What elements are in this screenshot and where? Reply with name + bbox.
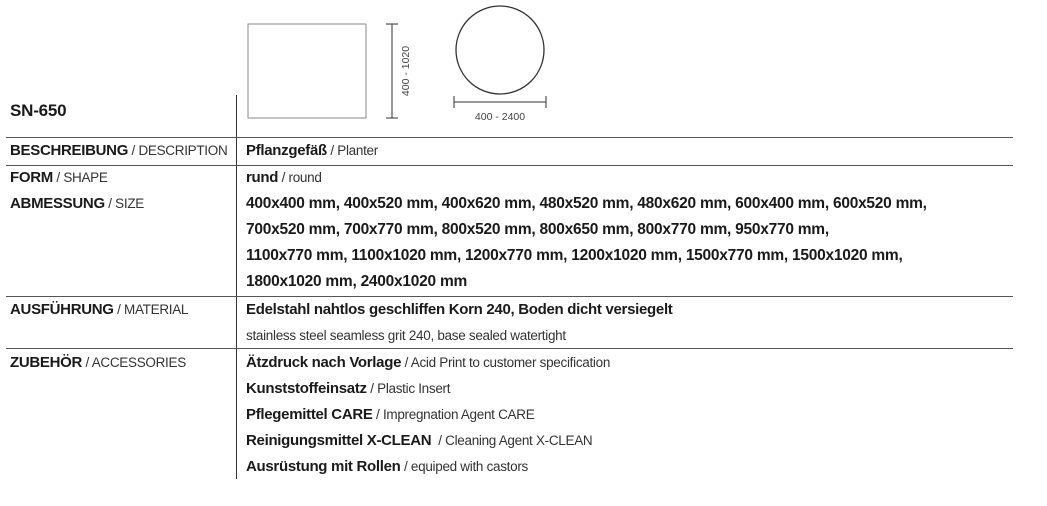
size-line: 1100x770 mm, 1100x1020 mm, 1200x770 mm, 1200x1020 mm, 1500x770 mm, 1500x1020 mm, [246,247,903,264]
material-value [246,297,1036,349]
description-label: BESCHREIBUNG / DESCRIPTION [10,142,228,159]
technical-drawing [0,0,1047,140]
accessories-list [246,350,1036,480]
model-number: SN-650 [10,101,67,120]
diameter-label: 400 - 2400 [474,111,526,123]
side-view-outline [248,24,366,118]
accessory-item: Reinigungsmittel X-CLEAN / Cleaning Agent X-CLEAN [246,432,593,449]
column-divider [236,95,237,479]
accessory-item: Ätzdruck nach Vorlage / Acid Print to customer specification [246,354,611,371]
size-label: ABMESSUNG / SIZE [10,195,144,212]
material-value-en: stainless steel seamless grit 240, base sealed watertight [246,328,566,343]
accessory-item: Ausrüstung mit Rollen / equiped with castors [246,458,528,475]
height-label: 400 - 1020 [400,45,412,97]
size-line: 400x400 mm, 400x520 mm, 400x620 mm, 480x520 mm, 480x620 mm, 600x400 mm, 600x520 mm, [246,195,927,212]
size-line: 700x520 mm, 700x770 mm, 800x520 mm, 800x650 mm, 800x770 mm, 950x770 mm, [246,221,829,238]
size-values [246,191,1036,295]
description-value: Pflanzgefäß / Planter [246,142,378,159]
accessories-label: ZUBEHÖR / ACCESSORIES [10,354,186,371]
material-label: AUSFÜHRUNG / MATERIAL [10,301,189,318]
size-line: 1800x1020 mm, 2400x1020 mm [246,273,468,290]
accessory-item: Pflegemittel CARE / Impregnation Agent CARE [246,406,535,423]
accessory-item: Kunststoffeinsatz / Plastic Insert [246,380,451,397]
material-value-de: Edelstahl nahtlos geschliffen Korn 240, Boden dicht versiegelt [246,301,673,318]
shape-label: FORM / SHAPE [10,169,108,186]
shape-value: rund / round [246,169,322,186]
top-view-circle [456,6,544,94]
